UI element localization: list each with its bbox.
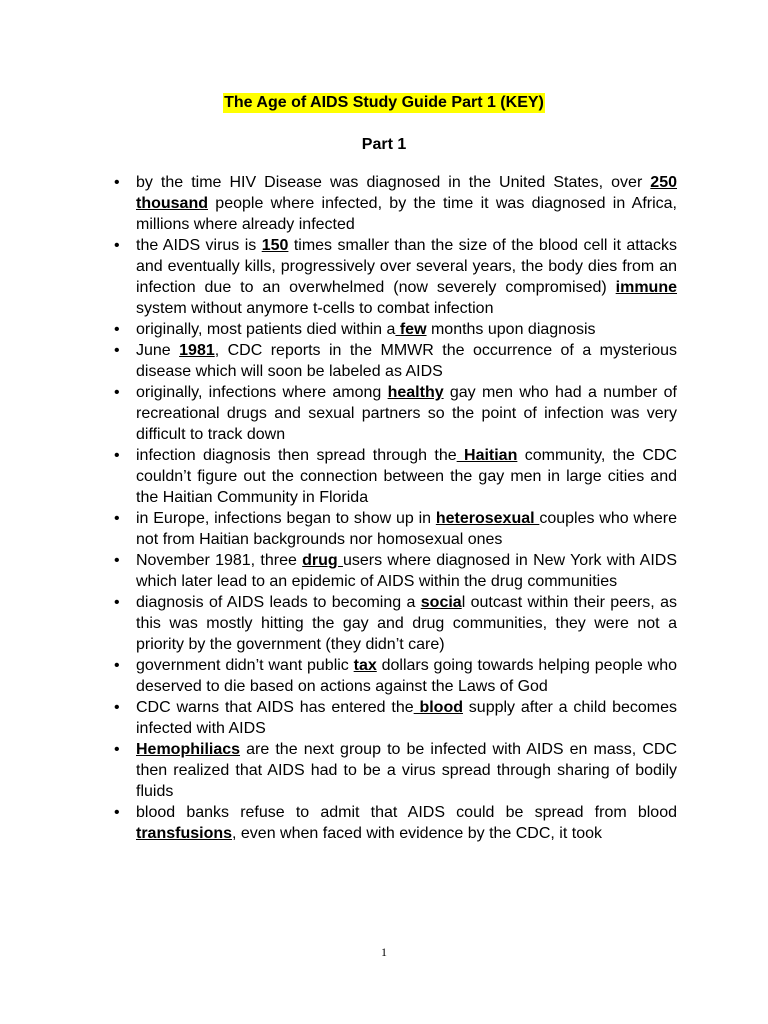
page-number: 1 — [381, 945, 387, 959]
bullet-item — [114, 739, 677, 802]
answer-key-term: transfusions — [136, 825, 233, 842]
bullet-item — [114, 592, 677, 655]
answer-key-term: immune — [615, 279, 677, 296]
bullet-text: supply after a child becomes infected with AIDS — [136, 699, 678, 737]
bullet-text: in Europe, infections began to show up in — [136, 510, 436, 527]
part-heading: Part 1 — [361, 136, 407, 153]
bullet-text: system without anymore t-cells to combat infection — [136, 300, 494, 317]
bullet-text: by the time HIV Disease was diagnosed in the United States, over — [136, 174, 651, 191]
answer-key-term: 250 thousand — [136, 174, 677, 212]
answer-key-term: Hemophiliacs — [136, 741, 241, 758]
bullet-list — [114, 172, 677, 844]
bullet-text: users where diagnosed in New York with AIDS which later lead to an epidemic of AIDS within the drug communities — [136, 552, 677, 590]
answer-key-term: few — [395, 321, 427, 338]
bullet-text: the AIDS virus is — [136, 237, 262, 254]
bullet-item — [114, 319, 677, 340]
bullet-text: , CDC reports in the MMWR the occurrence of a mysterious disease which will soon be labeled as AIDS — [136, 342, 678, 380]
bullet-text: November 1981, three — [136, 552, 303, 569]
answer-key-term: Haitian — [456, 447, 518, 464]
bullet-item — [114, 655, 677, 697]
bullet-item — [114, 445, 677, 508]
bullet-text: are the next group to be infected with AIDS en mass, CDC then realized that AIDS had to be a virus spread through sharing of bodily fluids — [136, 741, 677, 800]
answer-key-term: healthy — [387, 384, 444, 401]
bullet-item — [114, 697, 677, 739]
bullet-text: dollars going towards helping people who deserved to die based on actions against the Laws of God — [136, 657, 678, 695]
bullet-text: couples who where not from Haitian backgrounds nor homosexual ones — [136, 510, 677, 548]
bullet-text: diagnosis of AIDS leads to becoming a — [136, 594, 421, 611]
bullet-text: gay men who had a number of recreational drugs and sexual partners so the point of infection was very difficult to track down — [136, 384, 677, 443]
bullet-text: CDC warns that AIDS has entered the — [136, 699, 414, 716]
bullet-text: people where infected, by the time it was diagnosed in Africa, millions where already infected — [136, 195, 677, 233]
answer-key-term: 150 — [261, 237, 289, 254]
bullet-text: government didn’t want public — [136, 657, 354, 674]
bullet-item — [114, 508, 677, 550]
answer-key-term: 1981 — [179, 342, 215, 359]
bullet-text: months upon diagnosis — [426, 321, 596, 338]
bullet-item — [114, 172, 677, 235]
bullet-item — [114, 550, 677, 592]
bullet-text: , even when faced with evidence by the CDC, it took — [232, 825, 602, 842]
answer-key-term: tax — [353, 657, 377, 674]
bullet-text: originally, infections where among — [136, 384, 388, 401]
bullet-text: blood banks refuse to admit that AIDS could be spread from blood — [136, 804, 677, 821]
bullet-text: infection diagnosis then spread through the — [136, 447, 457, 464]
answer-key-term: socia — [420, 594, 462, 611]
bullet-text: originally, most patients died within a — [136, 321, 396, 338]
bullet-text: June — [136, 342, 180, 359]
bullet-item — [114, 235, 677, 319]
bullet-item — [114, 802, 677, 844]
title-wrap — [0, 93, 768, 113]
bullet-text: l outcast within their peers, as this was mostly hitting the gay and drug communities, they were not a priority by the government (they didn’t care) — [136, 594, 678, 653]
answer-key-term: heterosexual — [435, 510, 540, 527]
answer-key-term: drug — [302, 552, 343, 569]
document-title: The Age of AIDS Study Guide Part 1 (KEY) — [224, 94, 544, 111]
answer-key-term: blood — [413, 699, 463, 716]
bullet-item — [114, 382, 677, 445]
bullet-text: community, the CDC couldn’t figure out the connection between the gay men in large cities and the Haitian Community in Florida — [136, 447, 677, 506]
bullet-text: times smaller than the size of the blood cell it attacks and eventually kills, progressively over several years, the body dies from an infection due to an overwhelmed (now severely compromised) — [136, 237, 678, 296]
bullet-item — [114, 340, 677, 382]
